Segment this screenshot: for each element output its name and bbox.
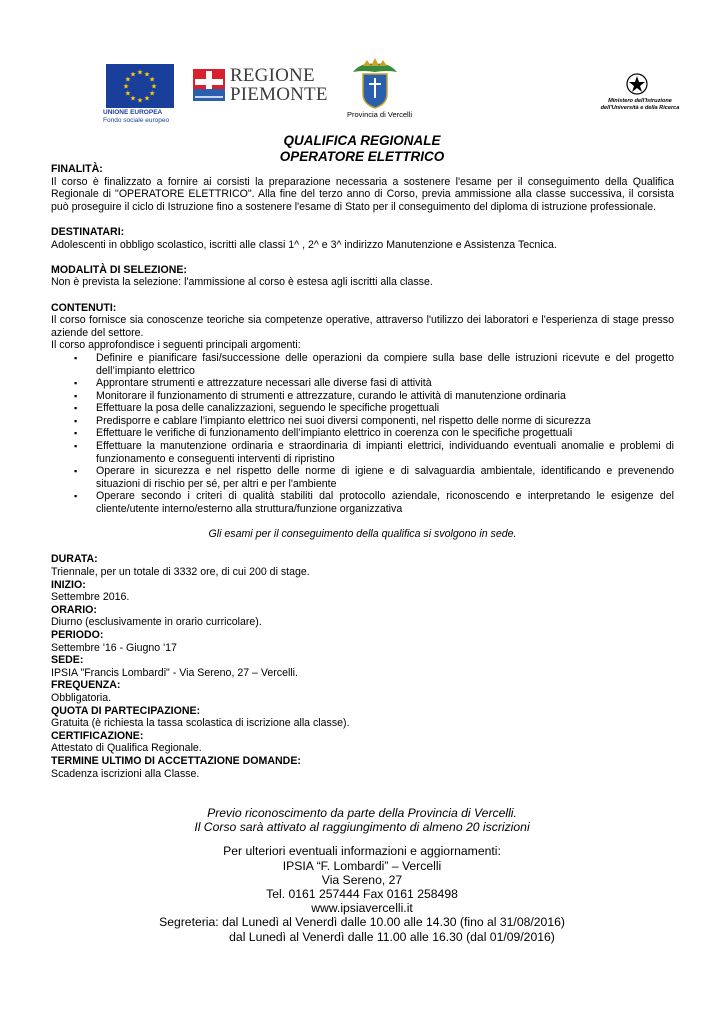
- title-line1: QUALIFICA REGIONALE: [283, 133, 441, 148]
- regione-piemonte-logo: [190, 65, 328, 108]
- contenuti-text1: Il corso fornisce sia conoscenze teoriche sia competenze operative, attraverso l'utilizzo dei laboratori e l'esperienza di stage presso aziende del settore.: [51, 314, 674, 339]
- destinatari-text: Adolescenti in obbligo scolastico, iscritti alle classi 1^ , 2^ e 3^ indirizzo Manutenzione e Assistenza Tecnica.: [51, 238, 557, 251]
- logo-bar: [0, 0, 724, 135]
- sede-heading: SEDE:: [51, 654, 84, 667]
- list-item: ▪ Operare in sicurezza e nel rispetto delle norme di igiene e di salvaguardia ambientale, identificando e prevenendo situazioni di rischio per sé, per altri e per l'ambiente: [51, 465, 674, 490]
- selezione-heading: MODALITÀ DI SELEZIONE:: [51, 263, 187, 276]
- contenuti-text2: Il corso approfondisce i seguenti principali argomenti:: [51, 339, 301, 352]
- quota-heading: QUOTA DI PARTECIPAZIONE:: [51, 704, 201, 717]
- school-website[interactable]: www.ipsiavercelli.it: [311, 901, 413, 916]
- termine-heading: TERMINE ULTIMO DI ACCETTAZIONE DOMANDE:: [51, 754, 301, 767]
- eu-logo: [103, 64, 183, 125]
- finalita-heading: FINALITÀ:: [51, 163, 103, 175]
- eu-star-icon: ★: [136, 69, 144, 77]
- finalita-text: Il corso è finalizzato a fornire ai corsisti la preparazione necessaria a sostenere l'esame per il conseguimento della Qualifica Regionale di "OPERATORE ELETTRICO". Alla fine del terzo anno di Corso, previa ammissione alla classe successiva, il corsista può proseguire il ciclo di Istruzione fino a sostenere l'esame di Stato per il conseguimento del diploma di istruzione professionale.: [51, 175, 674, 213]
- school-phone: Tel. 0161 257444 Fax 0161 258498: [266, 887, 458, 902]
- document-body: [51, 163, 674, 780]
- list-item: ▪ Effettuare la manutenzione ordinaria e straordinaria di impianti elettrici, individuando eventuali anomalie e problemi di funzionamento e conseguenti interventi di ripristino: [51, 440, 674, 465]
- frequenza-text: Obbligatoria.: [51, 691, 112, 704]
- list-item: ▪ Definire e pianificare fasi/successione delle operazioni da compiere sulla base delle istruzioni ricevute e del progetto dell’impianto elettrico: [51, 352, 674, 377]
- frequenza-heading: FREQUENZA:: [51, 679, 121, 692]
- contenuti-heading: CONTENUTI:: [51, 301, 117, 314]
- esami-note: Gli esami per il conseguimento della qualifica si svolgono in sede.: [208, 528, 517, 541]
- list-item: ▪ Monitorare il funzionamento di strumenti e attrezzature, curando le attività di manutenzione ordinaria: [51, 390, 674, 403]
- eu-fund: Fondo sociale europeo: [103, 117, 170, 124]
- footer-notes: [0, 806, 724, 944]
- segreteria-hours-2: dal Lunedì al Venerdì dalle 11.00 alle 16.30 (dal 01/09/2016): [229, 929, 555, 944]
- destinatari-heading: DESTINATARI:: [51, 225, 125, 238]
- italian-republic-emblem-icon: [626, 73, 648, 95]
- eu-star-icon: ★: [148, 90, 156, 98]
- orario-heading: ORARIO:: [51, 603, 97, 616]
- page-title: [0, 133, 724, 165]
- certificazione-text: Attestato di Qualifica Regionale.: [51, 742, 202, 755]
- ministero-line1: Ministero dell'Istruzione: [608, 98, 672, 104]
- regione-text: REGIONE: [230, 65, 315, 86]
- attivazione-note: Il Corso sarà attivato al raggiungimento di almeno 20 iscrizioni: [194, 820, 530, 835]
- eu-star-icon: ★: [150, 83, 158, 91]
- eu-star-icon: ★: [148, 76, 156, 84]
- eu-star-icon: ★: [129, 95, 137, 103]
- eu-star-icon: ★: [124, 90, 132, 98]
- termine-text: Scadenza iscrizioni alla Classe.: [51, 767, 200, 780]
- riconoscimento-note: Previo riconoscimento da parte della Provincia di Vercelli.: [207, 806, 517, 820]
- provincia-caption: Provincia di Vercelli: [347, 110, 413, 119]
- school-address: Via Sereno, 27: [321, 872, 403, 887]
- durata-text: Triennale, per un totale di 3332 ore, di cui 200 di stage.: [51, 566, 310, 578]
- eu-star-icon: ★: [122, 83, 130, 91]
- eu-name: UNIONE EUROPEA: [103, 109, 163, 116]
- title-line2: OPERATORE ELETTRICO: [279, 149, 445, 164]
- ministero-line2: dell'Università e della Ricerca: [600, 105, 680, 111]
- vercelli-coat-of-arms-icon: [335, 58, 415, 110]
- eu-flag-icon: [106, 64, 174, 108]
- list-item: ▪ Predisporre e cablare l’impianto elettrico nei suoi diversi componenti, nel rispetto delle norme di sicurezza: [51, 415, 674, 428]
- segreteria-hours-1: Segreteria: dal Lunedì al Venerdì dalle 10.00 alle 14.30 (fino al 31/08/2016): [159, 915, 565, 930]
- orario-text: Diurno (esclusivamente in orario curricolare).: [51, 616, 262, 629]
- info-line: Per ulteriori eventuali informazioni e aggiornamenti:: [223, 844, 501, 859]
- eu-star-icon: ★: [129, 71, 137, 79]
- list-item: ▪ Approntare strumenti e attrezzature necessari alle diverse fasi di attività: [51, 377, 674, 390]
- provincia-vercelli-logo: [335, 58, 415, 123]
- sede-text: IPSIA "Francis Lombardi" - Via Sereno, 27 – Vercelli.: [51, 666, 298, 679]
- piemonte-text: PIEMONTE: [230, 84, 328, 105]
- list-item: ▪ Effettuare le verifiche di funzionamento dell’impianto elettrico in coerenza con le specifiche progettuali: [51, 427, 674, 440]
- inizio-text: Settembre 2016.: [51, 591, 130, 604]
- periodo-heading: PERIODO:: [51, 628, 104, 641]
- quota-text: Gratuita (è richiesta la tassa scolastica di iscrizione alla classe).: [51, 717, 350, 730]
- inizio-heading: INIZIO:: [51, 578, 86, 591]
- certificazione-heading: CERTIFICAZIONE:: [51, 729, 144, 742]
- eu-star-icon: ★: [143, 95, 151, 103]
- list-item: ▪ Operare secondo i criteri di qualità stabiliti dal protocollo aziendale, riconoscendo e interpretando le esigenze del cliente/utente interno/esterno alla struttura/funzione organizzativa: [51, 490, 674, 515]
- list-item: ▪ Effettuare la posa delle canalizzazioni, seguendo le specifiche progettuali: [51, 402, 674, 415]
- school-name: IPSIA “F. Lombardi” – Vercelli: [282, 858, 442, 873]
- eu-star-icon: ★: [143, 71, 151, 79]
- eu-star-icon: ★: [136, 97, 144, 105]
- piemonte-shield-icon: [193, 69, 225, 101]
- ministero-logo: [590, 68, 690, 118]
- selezione-text: Non è prevista la selezione: l'ammissione al corso è estesa agli iscritti alla classe.: [51, 276, 433, 289]
- argomenti-list: [51, 352, 674, 516]
- periodo-text: Settembre '16 - Giugno '17: [51, 641, 177, 654]
- durata-heading: DURATA:: [51, 553, 98, 566]
- eu-star-icon: ★: [124, 76, 132, 84]
